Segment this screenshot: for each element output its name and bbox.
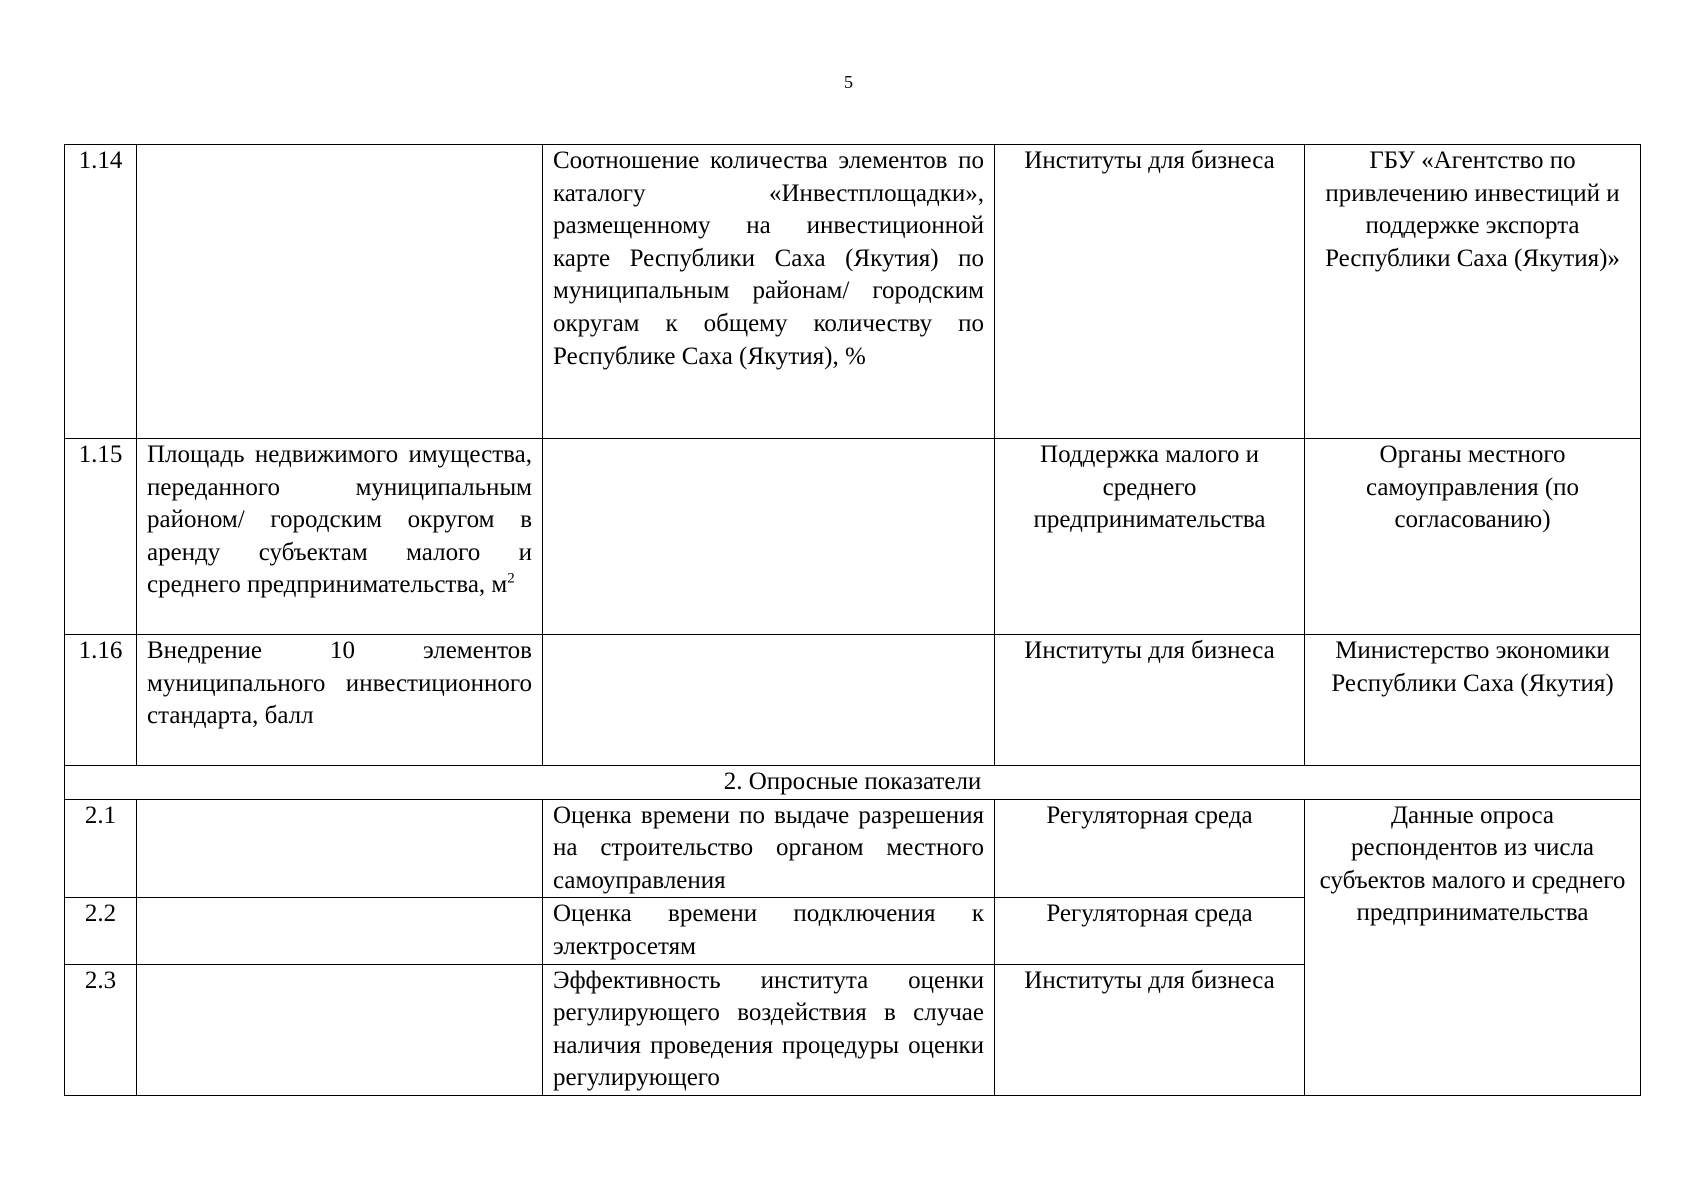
row-number: 1.14 [65, 145, 137, 439]
indicators-table [64, 144, 1641, 1096]
indicator-area-cell: Институты для бизнеса [995, 964, 1305, 1095]
indicator-name-text: Площадь недвижимого имущества, переданного муниципальным районом/ городским округом в аренду субъектам малого и среднего предпринимательства, м [147, 441, 532, 599]
indicator-name-cell [137, 145, 543, 439]
row-number: 1.16 [65, 635, 137, 766]
table-row [65, 439, 1641, 635]
indicator-name-cell [137, 799, 543, 898]
indicator-name-cell [137, 439, 543, 635]
row-number: 2.3 [65, 964, 137, 1095]
indicator-area-cell: Институты для бизнеса [995, 145, 1305, 439]
table-row [65, 635, 1641, 766]
indicator-area-cell: Регуляторная среда [995, 898, 1305, 964]
section-title: 2. Опросные показатели [65, 766, 1641, 800]
row-number: 2.2 [65, 898, 137, 964]
row-number: 1.15 [65, 439, 137, 635]
indicator-area-cell: Поддержка малого и среднего предпринимательства [995, 439, 1305, 635]
table-row [65, 799, 1641, 898]
row-number: 2.1 [65, 799, 137, 898]
indicator-description-cell: Оценка времени подключения к электросетям [543, 898, 995, 964]
table-row [65, 145, 1641, 439]
unit-superscript: 2 [507, 571, 515, 588]
responsible-cell: Данные опроса респондентов из числа субъектов малого и среднего предпринимательства [1305, 799, 1641, 1095]
indicator-description-cell: Оценка времени по выдаче разрешения на строительство органом местного самоуправления [543, 799, 995, 898]
section-row [65, 766, 1641, 800]
indicator-name-cell [137, 964, 543, 1095]
indicator-description-cell [543, 635, 995, 766]
indicator-description-cell: Эффективность института оценки регулирующего воздействия в случае наличия проведения процедуры оценки регулирующего [543, 964, 995, 1095]
indicator-area-cell: Регуляторная среда [995, 799, 1305, 898]
responsible-cell: Министерство экономики Республики Саха (Якутия) [1305, 635, 1641, 766]
responsible-cell: Органы местного самоуправления (по согласованию) [1305, 439, 1641, 635]
indicator-name-cell [137, 898, 543, 964]
indicator-name-cell: Внедрение 10 элементов муниципального инвестиционного стандарта, балл [137, 635, 543, 766]
indicator-description-cell: Соотношение количества элементов по каталогу «Инвестплощадки», размещенному на инвестиционной карте Республики Саха (Якутия) по муниципальным районам/ городским округам к общему количеству по Республике Саха (Якутия), % [543, 145, 995, 439]
indicator-area-cell: Институты для бизнеса [995, 635, 1305, 766]
indicator-description-cell [543, 439, 995, 635]
page-number: 5 [844, 72, 853, 92]
responsible-cell: ГБУ «Агентство по привлечению инвестиций и поддержке экспорта Республики Саха (Якутия)» [1305, 145, 1641, 439]
